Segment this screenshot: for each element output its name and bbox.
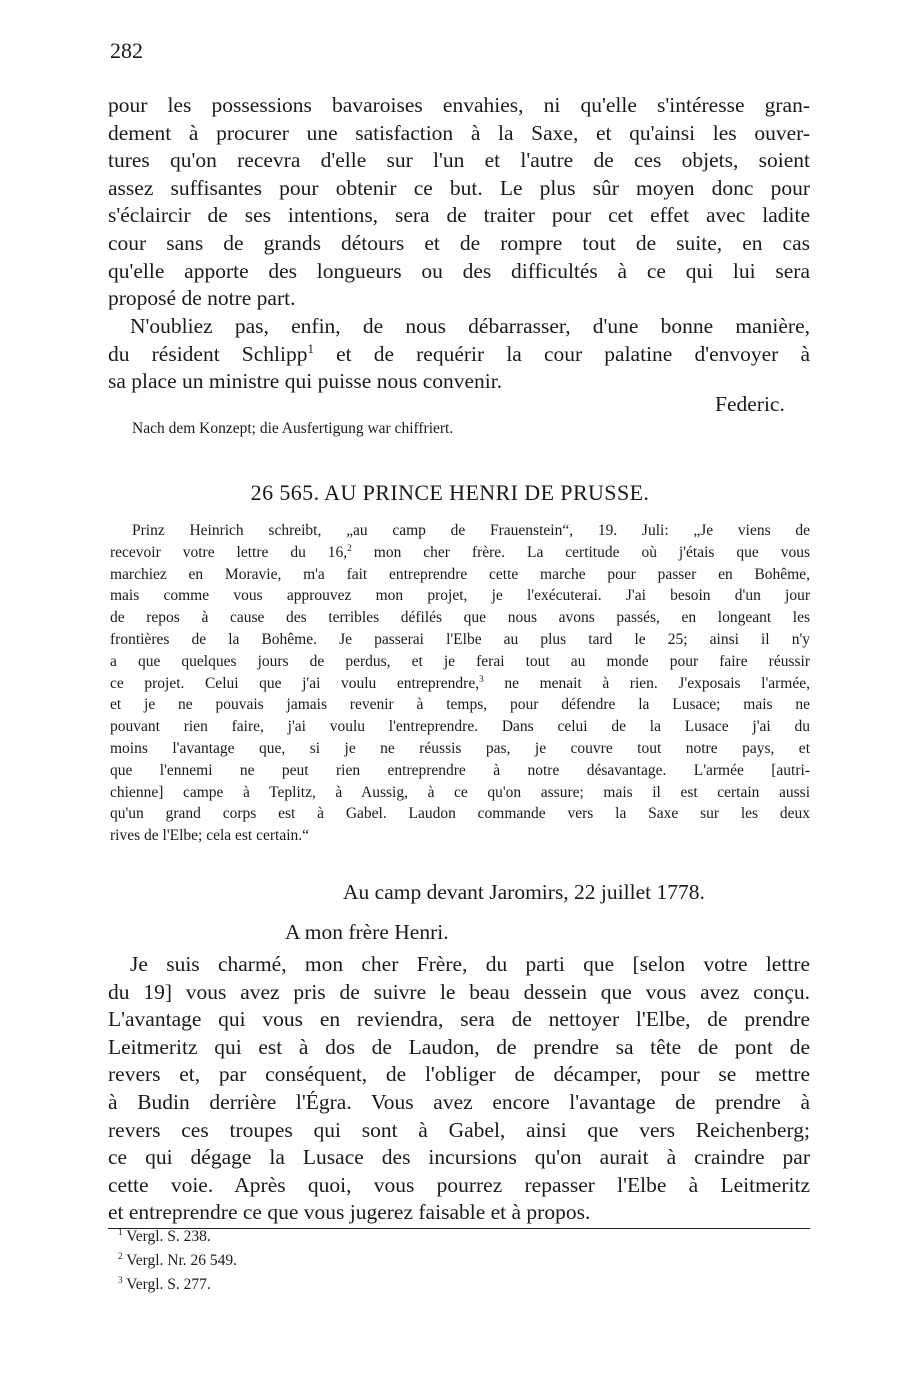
text-line: a que quelques jours de perdus, et je ferai tout au monde pour faire réussir <box>110 652 810 670</box>
text-line: chienne] campe à Teplitz, à Aussig, à ce qu'on assure; mais il est certain aussi <box>110 783 810 801</box>
text-line: pour les possessions bavaroises envahies, ni qu'elle s'intéresse gran- <box>108 93 810 117</box>
text-line: proposé de notre part. <box>108 286 296 311</box>
footnote-3: $^3$ Vergl. S. 277. <box>118 1275 211 1293</box>
footnote-mark: 2 <box>118 1251 123 1262</box>
text-line: s'éclaircir de ses intentions, sera de traiter pour cet effet avec ladite <box>108 203 810 228</box>
footnote-mark: 1 <box>118 1227 123 1238</box>
text-line: rives de l'Elbe; cela est certain.“ <box>110 827 310 845</box>
place-date: Au camp devant Jaromirs, 22 juillet 1778. <box>343 880 705 904</box>
paragraph-continuation <box>108 92 810 313</box>
text-line: revers et, par conséquent, de l'obliger de décamper, pour se mettre <box>108 1062 810 1087</box>
letter-heading: 26 565. AU PRINCE HENRI DE PRUSSE. <box>250 480 650 505</box>
text-line: assez suffisantes pour obtenir ce but. Le plus sûr moyen donc pour <box>108 175 810 200</box>
text-line: qu'un grand corps est à Gabel. Laudon commande vers la Saxe sur les deux <box>110 805 810 823</box>
quoted-letter <box>110 520 810 847</box>
text-line: et entreprendre ce que vous jugerez faisable et à propos. <box>108 1200 591 1225</box>
footnote-ref: 1 <box>307 341 314 356</box>
text-line: ce qui dégage la Lusace des incursions qu'on aurait à craindre par <box>108 1145 810 1170</box>
footnote-ref: 3 <box>479 674 484 685</box>
text-line: marchiez en Moravie, m'a fait entreprendre cette marche pour passer en Bohême, <box>110 565 810 583</box>
text-line: Leitmeritz qui est à dos de Laudon, de prendre sa tête de pont de <box>108 1034 810 1059</box>
paragraph-schlipp <box>108 313 810 396</box>
text-line: cour sans de grands détours et de rompre tout de suite, en cas <box>108 230 810 255</box>
signature: Federic. <box>715 392 785 416</box>
text-line: tures qu'on recevra d'elle sur l'un et l'autre de ces objets, soient <box>108 148 810 173</box>
text-line: Prinz Heinrich schreibt, „au camp de Frauenstein“, 19. Juli: „Je viens de <box>132 522 810 539</box>
salutation: A mon frère Henri. <box>285 920 449 944</box>
text-line: qu'elle apporte des longueurs ou des difficultés à ce qui lui sera <box>108 258 810 283</box>
text-line: frontières de la Bohême. Je passerai l'Elbe au plus tard le 25; ainsi il n'y <box>110 630 810 648</box>
footnote-divider <box>108 1228 810 1229</box>
text-line: Je suis charmé, mon cher Frère, du parti que [selon votre lettre <box>130 952 810 976</box>
text-line: à Budin derrière l'Égra. Vous avez encore l'avantage de prendre à <box>108 1089 810 1114</box>
footnote-2: $^2$ Vergl. Nr. 26 549. <box>118 1251 238 1269</box>
footnote-1: $^1$ Vergl. S. 238. <box>118 1227 211 1245</box>
text-line: du 19] vous avez pris de suivre le beau dessein que vous avez conçu. <box>108 979 810 1004</box>
text-line: N'oubliez pas, enfin, de nous débarrasser, d'une bonne manière, <box>130 314 810 338</box>
text-line: que l'ennemi ne peut rien entreprendre à notre désavantage. L'armée [autri- <box>110 761 810 779</box>
footnote-ref: 2 <box>347 543 352 554</box>
page-number: 282 <box>110 38 143 63</box>
text-line: du résident Schlipp$^1$ et de requérir la cour palatine d'envoyer à <box>108 341 810 366</box>
text-line: recevoir votre lettre du 16,$^2$ mon cher frère. La certitude où j'étais que vous <box>110 543 810 561</box>
editorial-note: Nach dem Konzept; die Ausfertigung war chiffriert. <box>132 420 454 437</box>
text-line: pouvant rien faire, j'ai voulu l'entreprendre. Dans celui de la Lusace j'ai du <box>110 718 810 736</box>
text-line: L'avantage qui vous en reviendra, sera de nettoyer l'Elbe, de prendre <box>108 1007 810 1032</box>
text-line: dement à procurer une satisfaction à la Saxe, et qu'ainsi les ouver- <box>108 120 810 145</box>
text-line: et je ne pouvais jamais revenir à temps, pour défendre la Lusace; mais ne <box>110 696 810 714</box>
text-line: moins l'avantage que, si je ne réussis pas, je couvre tout notre pays, et <box>110 739 810 757</box>
text-line: cette voie. Après quoi, vous pourrez repasser l'Elbe à Leitmeritz <box>108 1172 810 1197</box>
footnote-mark: 3 <box>118 1275 123 1286</box>
text-line: mais comme vous approuvez mon projet, je l'exécuterai. J'ai besoin d'un jour <box>110 587 810 605</box>
text-line: sa place un ministre qui puisse nous convenir. <box>108 369 503 394</box>
letter-body <box>108 951 810 1227</box>
text-line: revers ces troupes qui sont à Gabel, ainsi que vers Reichenberg; <box>108 1117 810 1142</box>
text-line: ce projet. Celui que j'ai voulu entreprendre,$^3$ ne menait à rien. J'exposais l'armée, <box>110 674 810 692</box>
text-line: de repos à cause des terribles défilés que nous avons passés, en longeant les <box>110 609 810 627</box>
